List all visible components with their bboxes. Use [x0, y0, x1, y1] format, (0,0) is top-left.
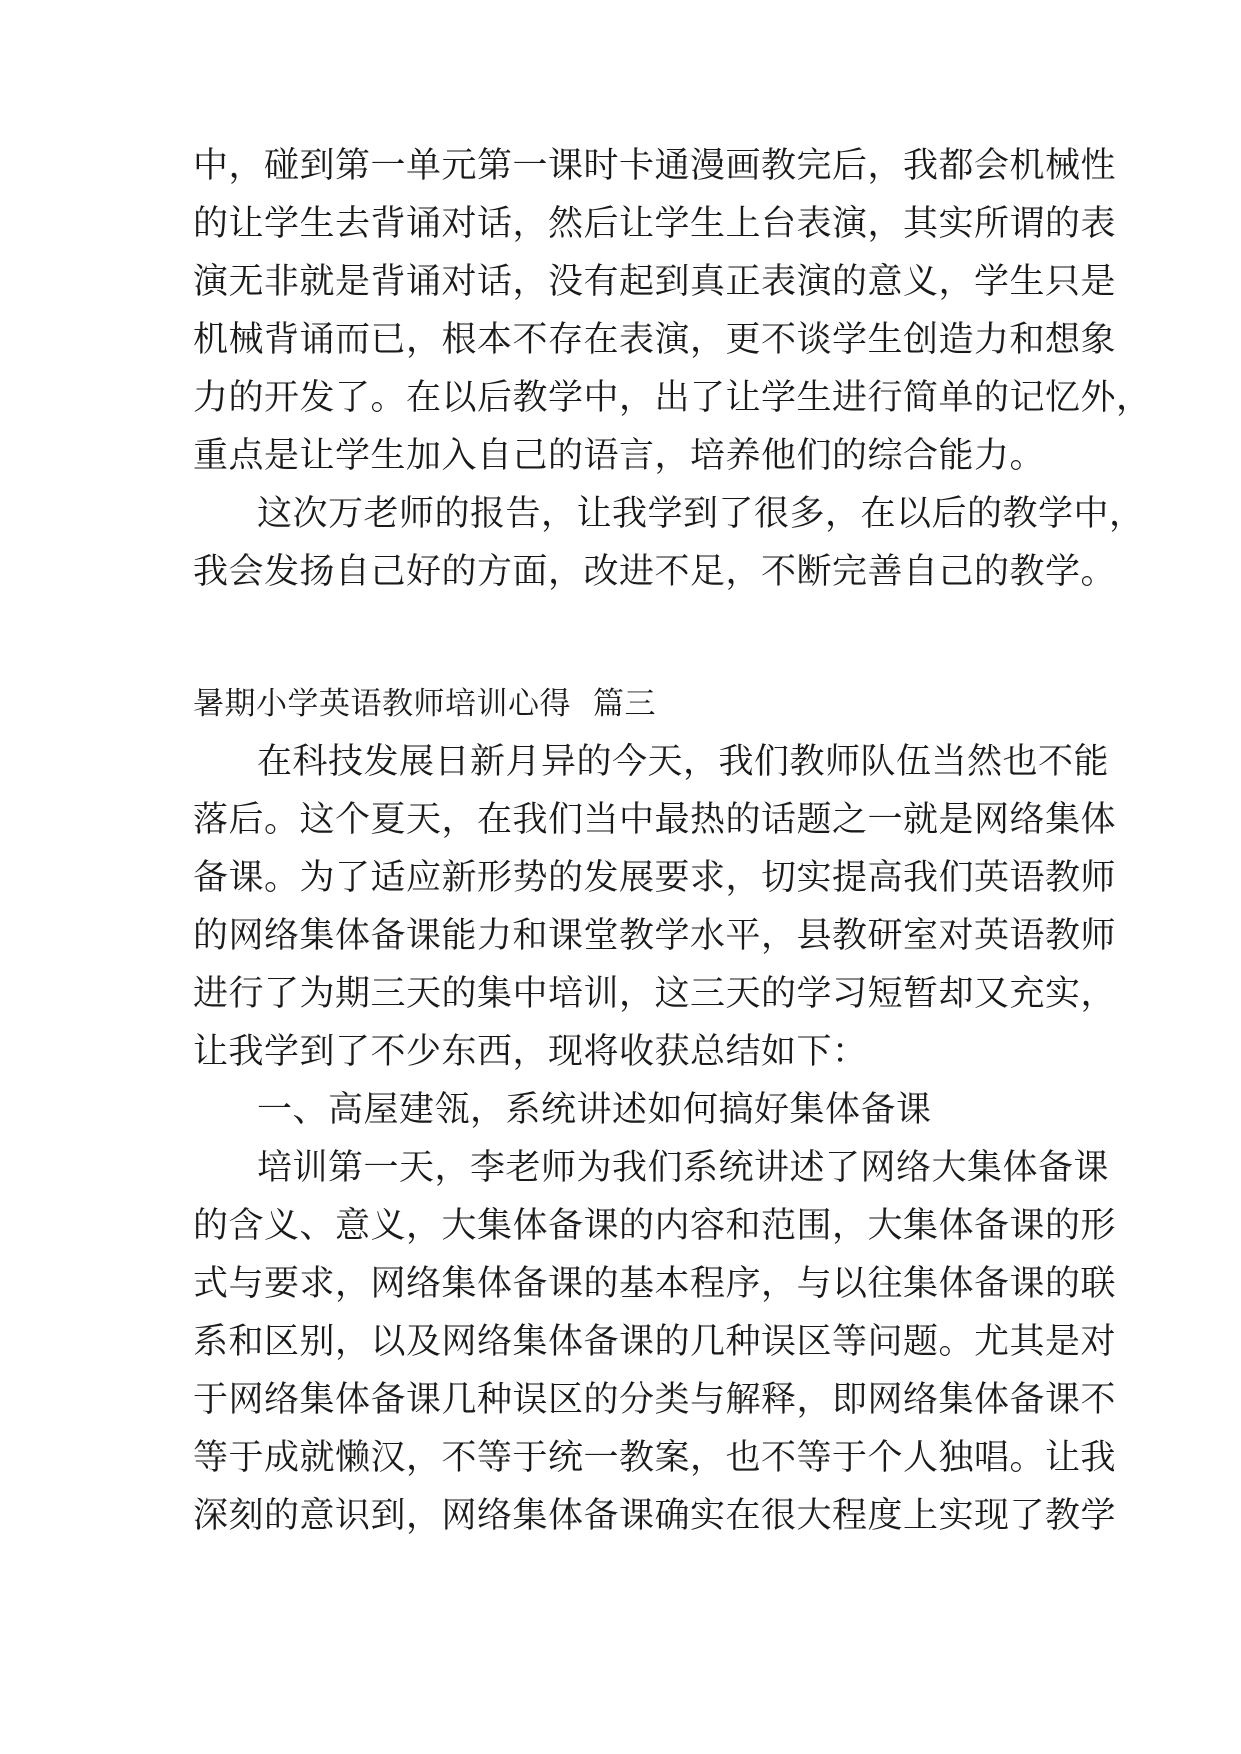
section-title: 暑期小学英语教师培训心得: [193, 686, 571, 722]
paragraph-line: 培训第一天，李老师为我们系统讲述了网络大集体备课: [257, 1148, 1110, 1188]
paragraph-line: 重点是让学生加入自己的语言，培养他们的综合能力。: [193, 436, 1046, 476]
paragraph-line: 力的开发了。在以后教学中，出了让学生进行简单的记忆外，: [193, 378, 1152, 418]
paragraph-line: 演无非就是背诵对话，没有起到真正表演的意义，学生只是: [193, 262, 1117, 302]
section-heading: [193, 675, 656, 733]
paragraph-line: 进行了为期三天的集中培训，这三天的学习短暂却又充实，: [193, 974, 1117, 1014]
paragraph-line: 等于成就懒汉，不等于统一教案，也不等于个人独唱。让我: [193, 1438, 1117, 1478]
paragraph-line: 这次万老师的报告，让我学到了很多，在以后的教学中，: [257, 494, 1145, 534]
paragraph-training-day-one: [193, 1139, 1117, 1545]
paragraph-line: 的含义、意义，大集体备课的内容和范围，大集体备课的形: [193, 1206, 1117, 1246]
subheading: 一、高屋建瓴，系统讲述如何搞好集体备课: [257, 1090, 932, 1130]
paragraph-line: 中，碰到第一单元第一课时卡通漫画教完后，我都会机械性: [193, 146, 1117, 186]
paragraph-conclusion: [193, 485, 1145, 601]
paragraph-introduction: [193, 733, 1117, 1139]
paragraph-line: 备课。为了适应新形势的发展要求，切实提高我们英语教师: [193, 858, 1117, 898]
paragraph-line: 的网络集体备课能力和课堂教学水平，县教研室对英语教师: [193, 916, 1117, 956]
paragraph-continued: [193, 137, 1152, 485]
paragraph-line: 深刻的意识到，网络集体备课确实在很大程度上实现了教学: [193, 1496, 1117, 1536]
paragraph-line: 让我学到了不少东西，现将收获总结如下：: [193, 1032, 868, 1072]
paragraph-line: 在科技发展日新月异的今天，我们教师队伍当然也不能: [257, 742, 1110, 782]
paragraph-line: 机械背诵而已，根本不存在表演，更不谈学生创造力和想象: [193, 320, 1117, 360]
paragraph-line: 落后。这个夏天，在我们当中最热的话题之一就是网络集体: [193, 800, 1117, 840]
paragraph-line: 我会发扬自己好的方面，改进不足，不断完善自己的教学。: [193, 552, 1117, 592]
paragraph-line: 式与要求，网络集体备课的基本程序，与以往集体备课的联: [193, 1264, 1117, 1304]
paragraph-line: 系和区别，以及网络集体备课的几种误区等问题。尤其是对: [193, 1322, 1117, 1362]
paragraph-line: 的让学生去背诵对话，然后让学生上台表演，其实所谓的表: [193, 204, 1117, 244]
section-part: 篇三: [593, 686, 656, 722]
paragraph-line: 于网络集体备课几种误区的分类与解释，即网络集体备课不: [193, 1380, 1117, 1420]
